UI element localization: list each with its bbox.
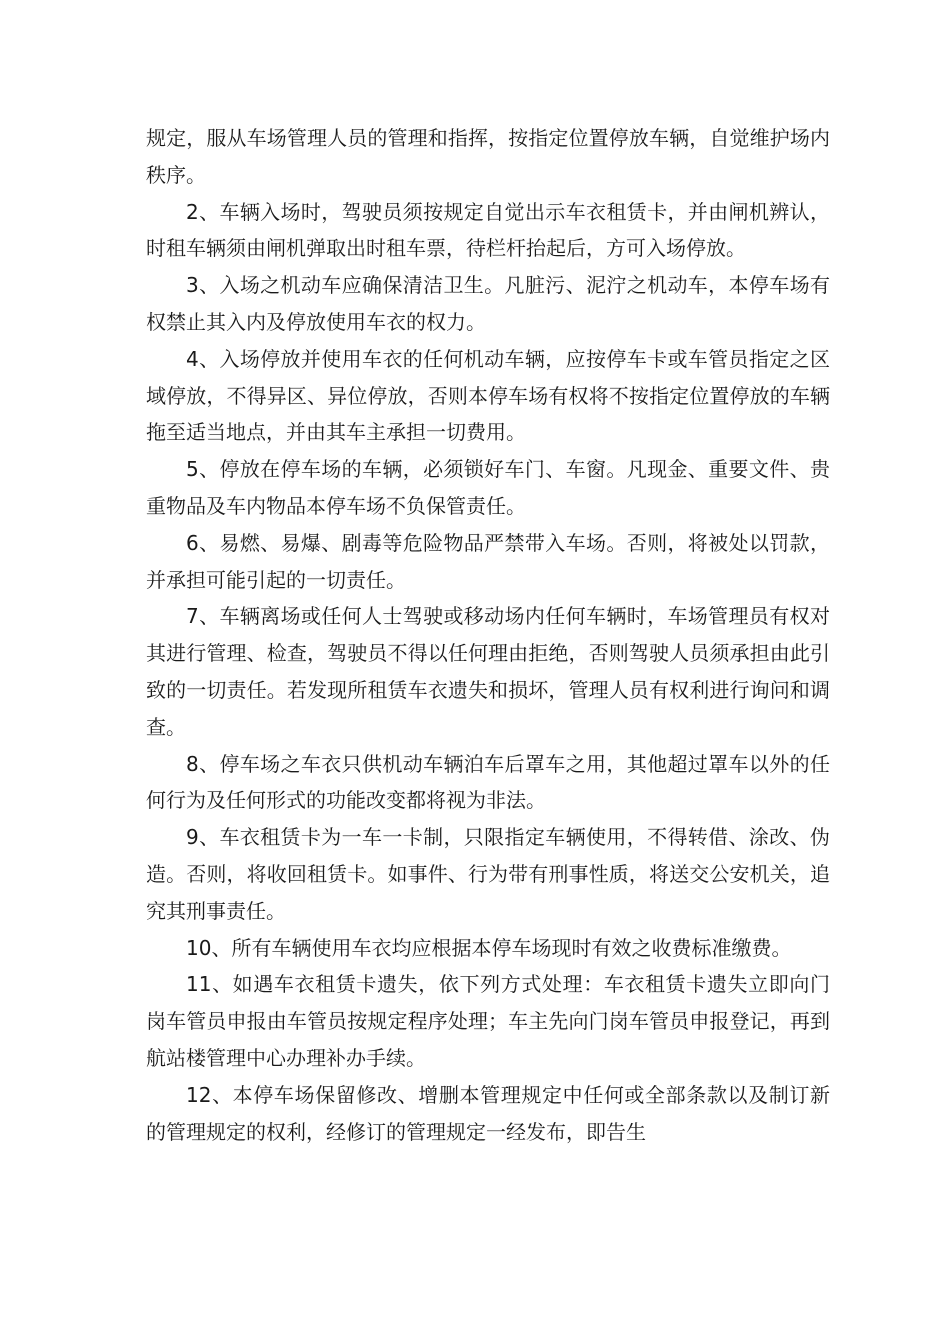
paragraph-rule-2: 2、车辆入场时，驾驶员须按规定自觉出示车衣租赁卡，并由闸机辨认，时租车辆须由闸机弹取出时租车票，待栏杆抬起后，方可入场停放。: [146, 199, 830, 261]
paragraph-rule-5: 5、停放在停车场的车辆，必须锁好车门、车窗。凡现金、重要文件、贵重物品及车内物品本停车场不负保管责任。: [146, 457, 830, 518]
paragraph-rule-4: 4、入场停放并使用车衣的任何机动车辆，应按停车卡或车管员指定之区域停放，不得异区、异位停放，否则本停车场有权将不按指定位置停放的车辆拖至适当地点，并由其车主承担一切费用。: [146, 346, 830, 445]
paragraph-rule-8: 8、停车场之车衣只供机动车辆泊车后罩车之用，其他超过罩车以外的任何行为及任何形式的功能改变都将视为非法。: [146, 751, 830, 813]
paragraph-rule-7: 7、车辆离场或任何人士驾驶或移动场内任何车辆时，车场管理员有权对其进行管理、检查，驾驶员不得以任何理由拒绝，否则驾驶人员须承担由此引致的一切责任。若发现所租赁车衣遗失和损坏，管理人员有权利进行询问和调查。: [146, 604, 830, 739]
document-body: [146, 120, 830, 1150]
paragraph-rule-12: 12、本停车场保留修改、增删本管理规定中任何或全部条款以及制订新的管理规定的权利，经修订的管理规定一经发布，即告生: [146, 1082, 830, 1144]
paragraph-continuation: 规定，服从车场管理人员的管理和指挥，按指定位置停放车辆，自觉维护场内秩序。: [146, 126, 830, 187]
paragraph-rule-3: 3、入场之机动车应确保清洁卫生。凡脏污、泥泞之机动车，本停车场有权禁止其入内及停放使用车衣的权力。: [146, 273, 830, 334]
paragraph-rule-9: 9、车衣租赁卡为一车一卡制，只限指定车辆使用，不得转借、涂改、伪造。否则，将收回租赁卡。如事件、行为带有刑事性质，将送交公安机关，追究其刑事责任。: [146, 825, 830, 923]
paragraph-rule-10: 10、所有车辆使用车衣均应根据本停车场现时有效之收费标准缴费。: [186, 935, 792, 960]
paragraph-rule-6: 6、易燃、易爆、剧毒等危险物品严禁带入车场。否则，将被处以罚款，并承担可能引起的一切责任。: [146, 530, 830, 592]
paragraph-rule-11: 11、如遇车衣租赁卡遗失，依下列方式处理：车衣租赁卡遗失立即向门岗车管员申报由车管员按规定程序处理；车主先向门岗车管员申报登记，再到航站楼管理中心办理补办手续。: [146, 972, 830, 1070]
